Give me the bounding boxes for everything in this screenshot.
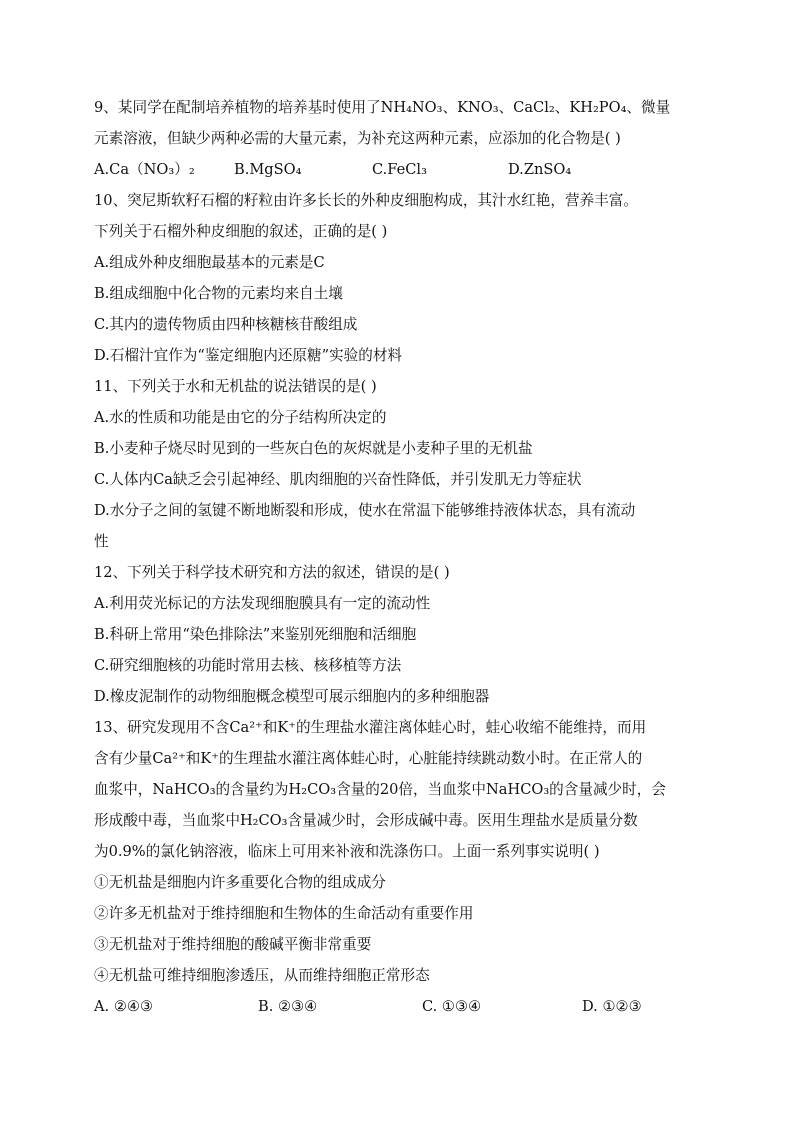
question-10-option-c: C.其内的遗传物质由四种核糖核苷酸组成 [94, 316, 358, 333]
question-10-stem-line-2: 下列关于石榴外种皮细胞的叙述，正确的是( ) [94, 223, 388, 240]
question-11-option-b: B.小麦种子烧尽时见到的一些灰白色的灰烬就是小麦种子里的无机盐 [94, 440, 533, 457]
question-9-stem-line-2: 元素溶液，但缺少两种必需的大量元素，为补充这两种元素，应添加的化合物是( ) [94, 130, 621, 147]
question-11 [94, 371, 704, 557]
question-10-option-b: B.组成细胞中化合物的元素均来自土壤 [94, 285, 343, 302]
question-11-option-c: C.人体内Ca缺乏会引起神经、肌肉细胞的兴奋性降低，并引发肌无力等症状 [94, 471, 582, 488]
question-12-stem: 12、下列关于科学技术研究和方法的叙述，错误的是( ) [94, 564, 450, 581]
question-10 [94, 185, 704, 371]
question-12-option-a: A.利用荧光标记的方法发现细胞膜具有一定的流动性 [94, 595, 431, 612]
question-13-stem-line-3: 血浆中，NaHCO₃的含量约为H₂CO₃含量的20倍，当血浆中NaHCO₃的含量减少时，会 [94, 781, 666, 798]
question-9 [94, 92, 704, 185]
question-10-option-d: D.石榴汁宜作为“鉴定细胞内还原糖”实验的材料 [94, 347, 403, 364]
question-13-statement-3: ③无机盐对于维持细胞的酸碱平衡非常重要 [94, 936, 372, 953]
question-13-statement-1: ①无机盐是细胞内许多重要化合物的组成成分 [94, 874, 386, 891]
question-13-stem-line-4: 形成酸中毒，当血浆中H₂CO₃含量减少时，会形成碱中毒。医用生理盐水是质量分数 [94, 812, 638, 829]
question-12-option-d: D.橡皮泥制作的动物细胞概念模型可展示细胞内的多种细胞器 [94, 688, 490, 705]
question-9-option-c: C.FeCl₃ [372, 161, 427, 178]
question-9-stem-line-1: 9、某同学在配制培养植物的培养基时使用了NH₄NO₃、KNO₃、CaCl₂、KH₂PO₄、微量 [94, 99, 671, 116]
question-9-option-a: A.Ca（NO₃）₂ [94, 161, 195, 178]
question-10-stem-line-1: 10、突尼斯软籽石榴的籽粒由许多长长的外种皮细胞构成，其汁水红艳，营养丰富。 [94, 192, 638, 209]
exam-page [94, 92, 704, 1022]
question-9-option-d: D.ZnSO₄ [508, 161, 572, 178]
question-13-stem-line-2: 含有少量Ca²⁺和K⁺的生理盐水灌注离体蛙心时，心脏能持续跳动数小时。在正常人的 [94, 750, 643, 767]
question-13-statement-2: ②许多无机盐对于维持细胞和生物体的生命活动有重要作用 [94, 905, 474, 922]
question-11-option-d-line-1: D.水分子之间的氢键不断地断裂和形成，使水在常温下能够维持液体状态，具有流动 [94, 502, 636, 519]
question-13-option-a: A. ②④③ [94, 998, 154, 1015]
question-13-option-c: C. ①③④ [422, 998, 482, 1015]
question-13-option-b: B. ②③④ [258, 998, 318, 1015]
question-11-option-d-line-2: 性 [94, 533, 109, 550]
question-13-stem-line-1: 13、研究发现用不含Ca²⁺和K⁺的生理盐水灌注离体蛙心时，蛙心收缩不能维持，而用 [94, 719, 647, 736]
question-13-options [94, 991, 704, 1022]
question-13-option-d: D. ①②③ [582, 998, 642, 1015]
question-9-options [94, 154, 704, 185]
question-12-option-c: C.研究细胞核的功能时常用去核、核移植等方法 [94, 657, 402, 674]
question-9-option-b: B.MgSO₄ [234, 161, 302, 178]
question-13-statement-4: ④无机盐可维持细胞渗透压，从而维持细胞正常形态 [94, 967, 430, 984]
question-11-stem: 11、下列关于水和无机盐的说法错误的是( ) [94, 378, 377, 395]
question-12-option-b: B.科研上常用“染色排除法”来鉴别死细胞和活细胞 [94, 626, 417, 643]
question-10-option-a: A.组成外种皮细胞最基本的元素是C [94, 254, 325, 271]
question-12 [94, 557, 704, 712]
question-13 [94, 712, 704, 1022]
question-11-option-a: A.水的性质和功能是由它的分子结构所决定的 [94, 409, 387, 426]
question-13-stem-line-5: 为0.9%的氯化钠溶液，临床上可用来补液和洗涤伤口。上面一系列事实说明( ) [94, 843, 600, 860]
